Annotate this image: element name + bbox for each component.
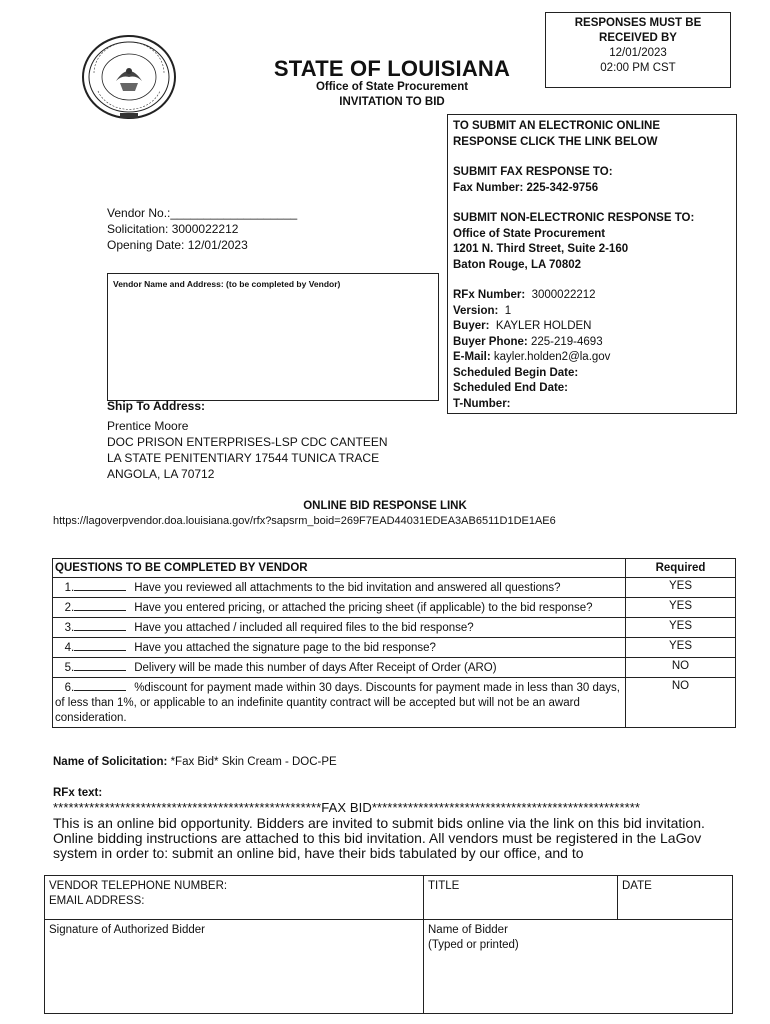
solicitation-number: Solicitation: 3000022212 [107, 222, 239, 236]
table-row: 1. Have you reviewed all attachments to the bid invitation and answered all questions? YES [53, 578, 736, 598]
opening-date: Opening Date: 12/01/2023 [107, 238, 248, 252]
answer-blank[interactable] [74, 599, 126, 611]
table-row: 2. Have you entered pricing, or attached the pricing sheet (if applicable) to the bid response? YES [53, 598, 736, 618]
rfx-number-row: RFx Number: 3000022212 [453, 289, 596, 301]
buyer-name: KAYLER HOLDEN [495, 320, 592, 332]
bidder-name-hint: (Typed or printed) [428, 939, 519, 951]
required-value: YES [626, 638, 736, 658]
online-bid-link[interactable]: https://lagoverpvendor.doa.louisiana.gov/rfx?sapsrm_boid=269F7EAD44031EDEA3AB6511D1DE1AE6 [53, 515, 556, 527]
vendor-number: Vendor No.:___________________ [107, 206, 298, 220]
buyer-phone-row: Buyer Phone: 225-219-4693 [453, 335, 603, 348]
t-number: T-Number: [453, 397, 511, 410]
vendor-phone-label: VENDOR TELEPHONE NUMBER: [49, 880, 228, 892]
procurement-address-2: 1201 N. Third Street, Suite 2-160 [453, 243, 629, 255]
vendor-questions-table [52, 558, 736, 728]
version-row: Version: 1 [453, 304, 512, 317]
state-title: STATE OF LOUISIANA [273, 56, 511, 81]
question-text: Delivery will be made this number of days After Receipt of Order (ARO) [134, 662, 497, 674]
table-row [45, 876, 733, 920]
ship-line: LA STATE PENITENTIARY 17544 TUNICA TRACE [107, 451, 380, 465]
response-deadline-box [545, 12, 731, 88]
question-text: %discount for payment made within 30 days. Discounts for payment made in less than 30 days, of less than 1%, or applicable to an indefinite quantity contract will be accepted but will not be an award consideration. [55, 682, 620, 724]
electronic-line2: RESPONSE CLICK THE LINK BELOW [453, 135, 658, 148]
ship-to-address [107, 418, 388, 482]
questions-header: QUESTIONS TO BE COMPLETED BY VENDOR [53, 559, 626, 578]
scheduled-begin-date: Scheduled Begin Date: [453, 366, 579, 379]
procurement-address-3: Baton Rouge, LA 70802 [453, 258, 582, 271]
signature-field[interactable] [45, 920, 424, 1014]
date-label: DATE [622, 880, 652, 892]
nonelectronic-heading: SUBMIT NON-ELECTRONIC RESPONSE TO: [453, 212, 695, 224]
signature-table [44, 875, 733, 1014]
fax-heading: SUBMIT FAX RESPONSE TO: [453, 166, 613, 178]
state-seal-icon [80, 33, 178, 121]
table-row: 4. Have you attached the signature page to the bid response? YES [53, 638, 736, 658]
response-time: 02:00 PM CST [600, 62, 676, 74]
response-date: 12/01/2023 [609, 47, 667, 59]
table-row: 6. %discount for payment made within 30 days. Discounts for payment made in less than 30 days, of less than 1%, or applicable to an indefinite quantity contract will be accepted but will not be an award consideration. NO [53, 678, 736, 728]
document-type: INVITATION TO BID [339, 96, 445, 108]
ship-line: ANGOLA, LA 70712 [107, 467, 215, 481]
fax-bid-banner: ****************************************************FAX BID**************************************************** [53, 800, 641, 815]
date-field[interactable] [618, 876, 733, 920]
bidder-name-label: Name of Bidder [428, 924, 508, 936]
table-row: 5. Delivery will be made this number of days After Receipt of Order (ARO) NO [53, 658, 736, 678]
required-value: YES [626, 578, 736, 598]
table-row [45, 920, 733, 1014]
ship-line: Prentice Moore [107, 419, 189, 433]
vendor-phone-email-field[interactable] [45, 876, 424, 920]
required-value: NO [626, 678, 736, 728]
email-label: EMAIL ADDRESS: [49, 895, 145, 907]
solicitation-name [53, 756, 337, 768]
rfx-text-body: This is an online bid opportunity. Bidders are invited to submit bids online via the link on this bid invitation. Online bidding instructions are attached to this bid invitation. All vendors must be registered in the LaGov system in order to: submit an online bid, have their bids tabulated by our office, and to [53, 815, 705, 861]
vendor-info [107, 205, 297, 253]
required-value: YES [626, 618, 736, 638]
required-header: Required [626, 559, 736, 578]
buyer-phone: 225-219-4693 [530, 335, 603, 348]
version-value: 1 [504, 304, 512, 317]
buyer-row: Buyer: KAYLER HOLDEN [453, 320, 592, 332]
solicitation-name-value: *Fax Bid* Skin Cream - DOC-PE [170, 756, 337, 768]
table-row: 3. Have you attached / included all required files to the bid response? YES [53, 618, 736, 638]
electronic-line1: TO SUBMIT AN ELECTRONIC ONLINE [453, 120, 660, 132]
required-value: NO [626, 658, 736, 678]
table-header-row [53, 559, 736, 578]
title-label: TITLE [428, 880, 460, 892]
answer-blank[interactable] [74, 619, 126, 631]
vendor-name-address-label: Vendor Name and Address: (to be completed by Vendor) [113, 279, 341, 289]
answer-blank[interactable] [74, 679, 126, 691]
bidder-name-field[interactable] [424, 920, 733, 1014]
fax-number: Fax Number: 225-342-9756 [453, 181, 599, 194]
title-field[interactable] [424, 876, 618, 920]
vendor-name-address-field[interactable] [107, 273, 439, 401]
procurement-address-1: Office of State Procurement [453, 227, 606, 240]
responses-line1: RESPONSES MUST BE [574, 17, 702, 29]
question-text: Have you entered pricing, or attached the pricing sheet (if applicable) to the bid response? [134, 602, 593, 614]
buyer-email[interactable]: kayler.holden2@la.gov [493, 351, 611, 363]
scheduled-end-date: Scheduled End Date: [453, 382, 569, 394]
office-name: Office of State Procurement [315, 81, 469, 93]
required-value: YES [626, 598, 736, 618]
submission-info-box [447, 114, 737, 414]
online-bid-link-title: ONLINE BID RESPONSE LINK [303, 500, 467, 512]
ship-to-label: Ship To Address: [107, 399, 206, 413]
question-text: Have you attached / included all required files to the bid response? [134, 622, 474, 634]
ship-line: DOC PRISON ENTERPRISES-LSP CDC CANTEEN [107, 435, 388, 449]
question-text: Have you attached the signature page to the bid response? [134, 642, 436, 654]
answer-blank[interactable] [74, 639, 126, 651]
rfx-text-label: RFx text: [53, 787, 103, 799]
solicitation-name-label: Name of Solicitation: [53, 756, 168, 768]
buyer-email-row: E-Mail: kayler.holden2@la.gov [453, 351, 611, 363]
responses-line2: RECEIVED BY [599, 32, 677, 44]
rfx-number: 3000022212 [531, 289, 596, 301]
answer-blank[interactable] [74, 579, 126, 591]
answer-blank[interactable] [74, 659, 126, 671]
signature-label: Signature of Authorized Bidder [49, 924, 205, 936]
question-text: Have you reviewed all attachments to the bid invitation and answered all questions? [134, 582, 561, 594]
